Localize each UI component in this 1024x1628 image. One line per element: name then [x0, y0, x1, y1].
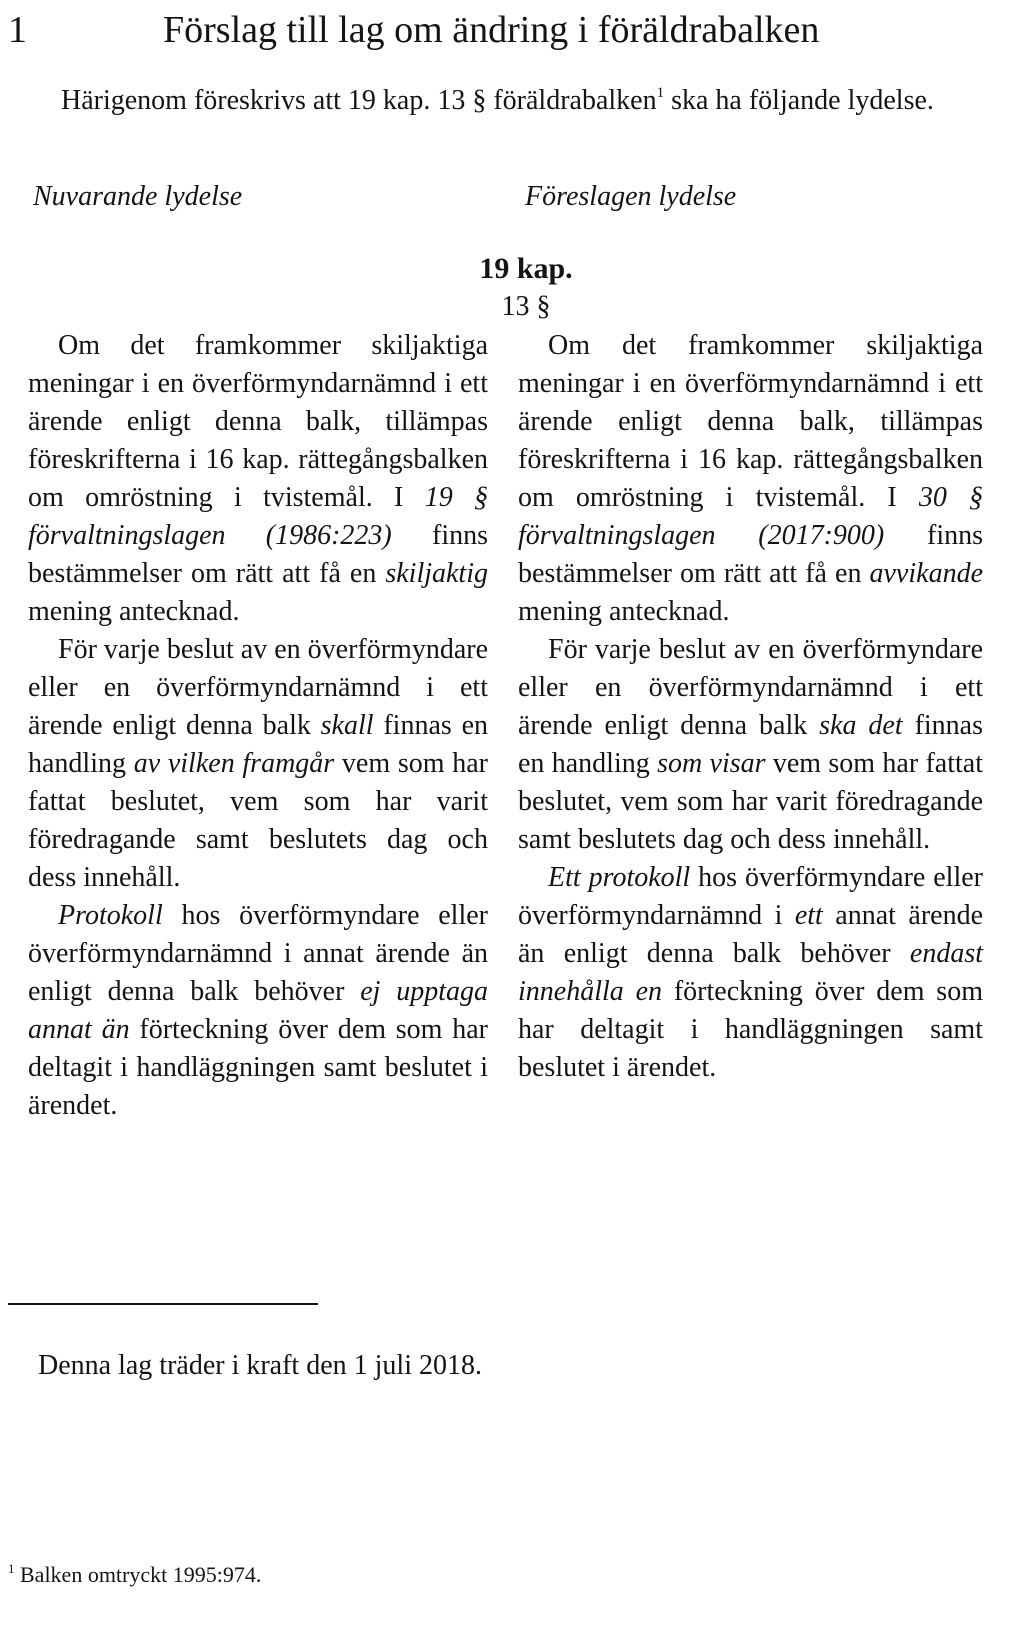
- footnote-text: Balken omtryckt 1995:974.: [14, 1562, 262, 1587]
- changed-text: skall: [320, 710, 374, 741]
- text-run: mening antecknad.: [28, 596, 240, 627]
- current-wording-heading: Nuvarande lydelse: [33, 181, 243, 212]
- proposal-number: 1: [8, 9, 27, 51]
- text-run: Om det framkommer skiljaktiga meningar i en överförmyndarnämnd i ett ärende enligt denna balk, tillämpas föreskrifterna i 16 kap. rättegångsbalken om omröstning i tvistemål. I: [518, 330, 983, 513]
- changed-text: som visar: [657, 748, 766, 779]
- proposed-paragraph-2: [518, 631, 983, 859]
- chapter-heading: 19 kap.: [479, 252, 573, 285]
- text-run: finns bestämmelser om rätt att få en: [28, 520, 488, 589]
- paragraph-heading: 13 §: [501, 291, 551, 322]
- footnote-marker: 1: [8, 1561, 15, 1576]
- changed-text: Protokoll: [58, 900, 163, 931]
- proposed-wording-column: [518, 327, 983, 1087]
- changed-text: ej upptaga annat än: [28, 976, 488, 1045]
- text-run: finnas en handling: [28, 710, 489, 779]
- footnote-reference[interactable]: 1: [656, 85, 665, 101]
- text-run: hos överförmyndare eller överförmyndarnämnd i annat ärende än enligt denna balk behöver: [28, 900, 488, 1007]
- text-run: finns bestämmelser om rätt att få en: [518, 520, 983, 589]
- changed-text: skiljaktig: [385, 558, 488, 589]
- footnote-divider: [8, 1303, 318, 1305]
- current-paragraph-1: [28, 327, 488, 631]
- text-run: finnas en handling: [518, 710, 984, 779]
- changed-text: 19 § förvaltningslagen (1986:223): [28, 482, 489, 551]
- text-run: hos överförmyndare eller överförmyndarnämnd i: [518, 862, 983, 931]
- current-paragraph-3: [28, 897, 488, 1125]
- proposed-wording-heading: Föreslagen lydelse: [525, 181, 737, 212]
- changed-text: av vilken framgår: [133, 748, 335, 779]
- proposed-paragraph-3: [518, 859, 983, 1087]
- current-wording-column: [28, 327, 488, 1125]
- changed-text: ett: [794, 900, 823, 931]
- text-run: förteckning över dem som har deltagit i handläggningen samt beslutet i ärendet.: [28, 1014, 488, 1121]
- proposal-title: Förslag till lag om ändring i föräldrabalken: [163, 9, 820, 51]
- text-run: Om det framkommer skiljaktiga meningar i en överförmyndarnämnd i ett ärende enligt denna balk, tillämpas föreskrifterna i 16 kap. rättegångsbalken om omröstning i tvistemål. I: [28, 330, 488, 513]
- changed-text: 30 § förvaltningslagen (2017:900): [518, 482, 984, 551]
- text-run: För varje beslut av en överförmyndare eller en överförmyndarnämnd i ett ärende enligt denna balk: [28, 634, 488, 741]
- effective-date-statement: Denna lag träder i kraft den 1 juli 2018.: [38, 1350, 482, 1381]
- text-run: mening antecknad.: [518, 596, 730, 627]
- intro-text-end: ska ha följande lydelse.: [664, 85, 934, 116]
- text-run: vem som har fattat beslutet, vem som har varit föredragande samt beslutets dag och dess innehåll.: [518, 748, 983, 855]
- changed-text: endast innehålla en: [518, 938, 983, 1007]
- footnote: [8, 1560, 261, 1590]
- current-paragraph-2: [28, 631, 488, 897]
- changed-text: avvikande: [869, 558, 983, 589]
- text-run: annat ärende än enligt denna balk behöver: [518, 900, 983, 969]
- text-run: För varje beslut av en överförmyndare eller en överförmyndarnämnd i ett ärende enligt denna balk: [518, 634, 983, 741]
- changed-text: ska det: [819, 710, 903, 741]
- intro-paragraph: [28, 82, 988, 120]
- intro-text: Härigenom föreskrivs att 19 kap. 13 § föräldrabalken: [61, 85, 657, 116]
- changed-text: Ett protokoll: [548, 862, 691, 893]
- proposed-paragraph-1: [518, 327, 983, 631]
- text-run: förteckning över dem som har deltagit i handläggningen samt beslutet i ärendet.: [518, 976, 983, 1083]
- text-run: vem som har fattat beslutet, vem som har varit föredragande samt beslutets dag och dess innehåll.: [28, 748, 488, 893]
